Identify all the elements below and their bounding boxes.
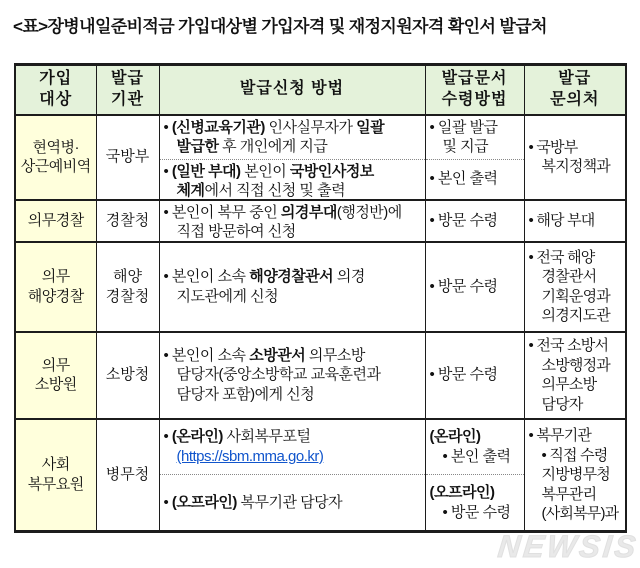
text-run: 담당자 포함)에게 신청 (176, 385, 315, 403)
header-method: 발급신청 방법 (159, 65, 425, 115)
text-run: 담당자 (541, 395, 583, 413)
receive-section (426, 333, 524, 418)
text-run: • 방문 수령 (429, 211, 498, 229)
text-run: 소방행정과 (541, 356, 610, 374)
text-run: 복무관리 (541, 485, 597, 503)
cell-agency-maritime-police: 해양 경찰청 (96, 242, 159, 332)
cell-target-fire-service: 의무 소방원 (15, 332, 96, 419)
text-run: • 본인 출력 (429, 170, 498, 188)
cell-receive-fire-service (425, 332, 524, 419)
text-line (430, 118, 520, 157)
method-sections (160, 243, 425, 331)
cell-method-active-duty (159, 115, 425, 200)
method-section (160, 243, 425, 331)
bold-text-run: (일반 부대) (171, 162, 241, 180)
cell-contact-social-service (524, 419, 626, 532)
bold-text-run: 소방관서 (249, 346, 306, 364)
cell-contact-fire-service (524, 332, 626, 419)
issuance-table (14, 63, 627, 533)
receive-section (426, 160, 524, 199)
cell-receive-maritime-police (425, 242, 524, 332)
header-receive: 발급문서 수령방법 (425, 65, 524, 115)
bold-text-run: 일괄 (356, 118, 385, 136)
method-section (160, 420, 425, 476)
bold-text-run: 체계 (176, 182, 205, 199)
text-run: • 국방부 (528, 138, 578, 156)
text-line (430, 211, 520, 231)
receive-sections (426, 116, 524, 199)
bold-text-run: (오프라인) (429, 484, 495, 502)
text-run: • (163, 428, 172, 446)
bold-text-run: (오프라인) (171, 493, 237, 511)
method-sections (160, 420, 425, 531)
bold-text-run: 의경부대 (280, 203, 337, 221)
text-run: • 일괄 발급 (429, 118, 498, 136)
text-run: • 본인이 소속 (163, 346, 250, 364)
text-run: • 해당 부대 (528, 211, 595, 229)
text-run: • 복무기관 (528, 427, 592, 444)
text-line (430, 277, 520, 297)
receive-sections (426, 420, 524, 531)
text-line (164, 162, 421, 200)
text-run: • (163, 162, 172, 180)
bold-text-run: (온라인) (171, 428, 223, 446)
text-run: 복지정책과 (541, 158, 610, 175)
receive-section (426, 475, 524, 530)
cell-target-auxiliary-police: 의무경찰 (15, 200, 96, 242)
cell-agency-social-service: 병무청 (96, 419, 159, 532)
text-run: • 전국 소방서 (528, 337, 609, 354)
text-run: • 본인 출력 (442, 447, 511, 465)
portal-url-link[interactable]: (https://sbm.mma.go.kr) (176, 447, 324, 465)
text-run: (사회복무)과 (541, 505, 619, 522)
contact-sections (525, 243, 626, 331)
text-run: • 본인이 복무 중인 (163, 203, 281, 221)
text-run: 직접 방문하여 신청 (176, 223, 296, 240)
contact-section (525, 420, 626, 531)
text-run: 지방병무청 (541, 466, 610, 483)
cell-contact-active-duty (524, 115, 626, 200)
text-run: • 방문 수령 (442, 503, 511, 521)
text-run: 후 개인에게 지급 (218, 138, 328, 155)
text-run: 경찰관서 (541, 268, 597, 285)
text-line (430, 427, 520, 466)
method-section (160, 201, 425, 242)
text-run: 기획운영과 (541, 287, 610, 305)
text-run: • 직접 수령 (541, 446, 608, 464)
text-line (529, 336, 622, 414)
cell-target-maritime-police: 의무 해양경찰 (15, 242, 96, 332)
contact-sections (525, 333, 626, 418)
text-run: 지도관에게 신청 (176, 287, 279, 305)
bold-text-run: 해양경찰관서 (249, 268, 334, 285)
text-line (529, 248, 622, 326)
text-line (164, 427, 421, 466)
text-run: 의무소방 (305, 346, 365, 364)
text-run: • 본인이 소속 (163, 268, 250, 285)
header-agency: 발급 기관 (96, 65, 159, 115)
text-run: 담당자(중앙소방학교 교육훈련과 (176, 366, 381, 384)
bold-text-run: (온라인) (429, 428, 481, 446)
cell-contact-auxiliary-police (524, 200, 626, 242)
text-run: 의무소방 (541, 376, 597, 393)
header-contact: 발급 문의처 (524, 65, 626, 115)
text-line (164, 493, 421, 513)
text-run: 에서 직접 신청 및 출력 (204, 182, 346, 199)
method-sections (160, 333, 425, 418)
contact-section (525, 243, 626, 331)
cell-target-social-service: 사회 복무요원 (15, 419, 96, 532)
text-run: 사회복무포털 (222, 428, 311, 446)
page-title: <표>장병내일준비적금 가입대상별 가입자격 및 재정지원자격 확인서 발급처 (13, 17, 547, 36)
receive-sections (426, 243, 524, 331)
receive-section (426, 116, 524, 160)
cell-agency-active-duty: 국방부 (96, 115, 159, 200)
text-run: 및 지급 (442, 138, 489, 155)
cell-receive-active-duty (425, 115, 524, 200)
newsis-watermark: NEWSIS (495, 529, 640, 564)
method-section (160, 475, 425, 530)
text-line (529, 138, 622, 177)
bold-text-run: 국방인사정보 (289, 162, 374, 180)
header-row (15, 65, 626, 115)
method-section (160, 160, 425, 200)
cell-method-fire-service (159, 332, 425, 419)
text-line (164, 267, 421, 306)
cell-agency-fire-service: 소방청 (96, 332, 159, 419)
bold-text-run: 발급한 (176, 138, 219, 155)
text-line (430, 169, 520, 189)
text-run: • 방문 수령 (429, 366, 498, 384)
method-sections (160, 116, 425, 199)
text-run: 의경 (333, 268, 365, 285)
text-line (164, 203, 421, 242)
text-run: • (163, 118, 172, 136)
cell-method-auxiliary-police (159, 200, 425, 242)
cell-target-active-duty: 현역병· 상근예비역 (15, 115, 96, 200)
text-run: 복무기관 담당자 (236, 493, 343, 511)
text-run: • 방문 수령 (429, 277, 498, 295)
text-run: (행정반)에 (336, 203, 402, 221)
contact-section (525, 333, 626, 418)
header-target: 가입 대상 (15, 65, 96, 115)
cell-method-maritime-police (159, 242, 425, 332)
text-line (430, 483, 520, 522)
receive-sections (426, 201, 524, 241)
method-sections (160, 201, 425, 241)
contact-section (525, 201, 626, 241)
receive-sections (426, 333, 524, 418)
contact-sections (525, 201, 626, 241)
receive-section (426, 420, 524, 476)
text-line (164, 346, 421, 405)
table-row-maritime-police (15, 242, 626, 332)
cell-receive-social-service (425, 419, 524, 532)
contact-sections (525, 420, 626, 531)
receive-section (426, 201, 524, 241)
cell-receive-auxiliary-police (425, 200, 524, 242)
bold-text-run: (신병교육기관) (171, 118, 265, 136)
contact-section (525, 116, 626, 199)
text-run: • (163, 493, 172, 511)
cell-method-social-service (159, 419, 425, 532)
text-line (529, 426, 622, 524)
cell-agency-auxiliary-police: 경찰청 (96, 200, 159, 242)
method-section (160, 333, 425, 418)
text-line (529, 211, 622, 231)
method-section (160, 116, 425, 160)
text-run: 의경지도관 (541, 307, 610, 324)
table-row-active-duty (15, 115, 626, 200)
table-row-social-service (15, 419, 626, 532)
contact-sections (525, 116, 626, 199)
text-line (164, 118, 421, 157)
text-run: 인사실무자가 (264, 118, 357, 136)
text-run: 본인이 (240, 162, 290, 180)
issuance-table-body (15, 65, 626, 532)
receive-section (426, 243, 524, 331)
table-row-fire-service (15, 332, 626, 419)
text-line (430, 365, 520, 385)
text-run: • 전국 해양 (528, 248, 595, 266)
table-row-auxiliary-police (15, 200, 626, 242)
cell-contact-maritime-police (524, 242, 626, 332)
